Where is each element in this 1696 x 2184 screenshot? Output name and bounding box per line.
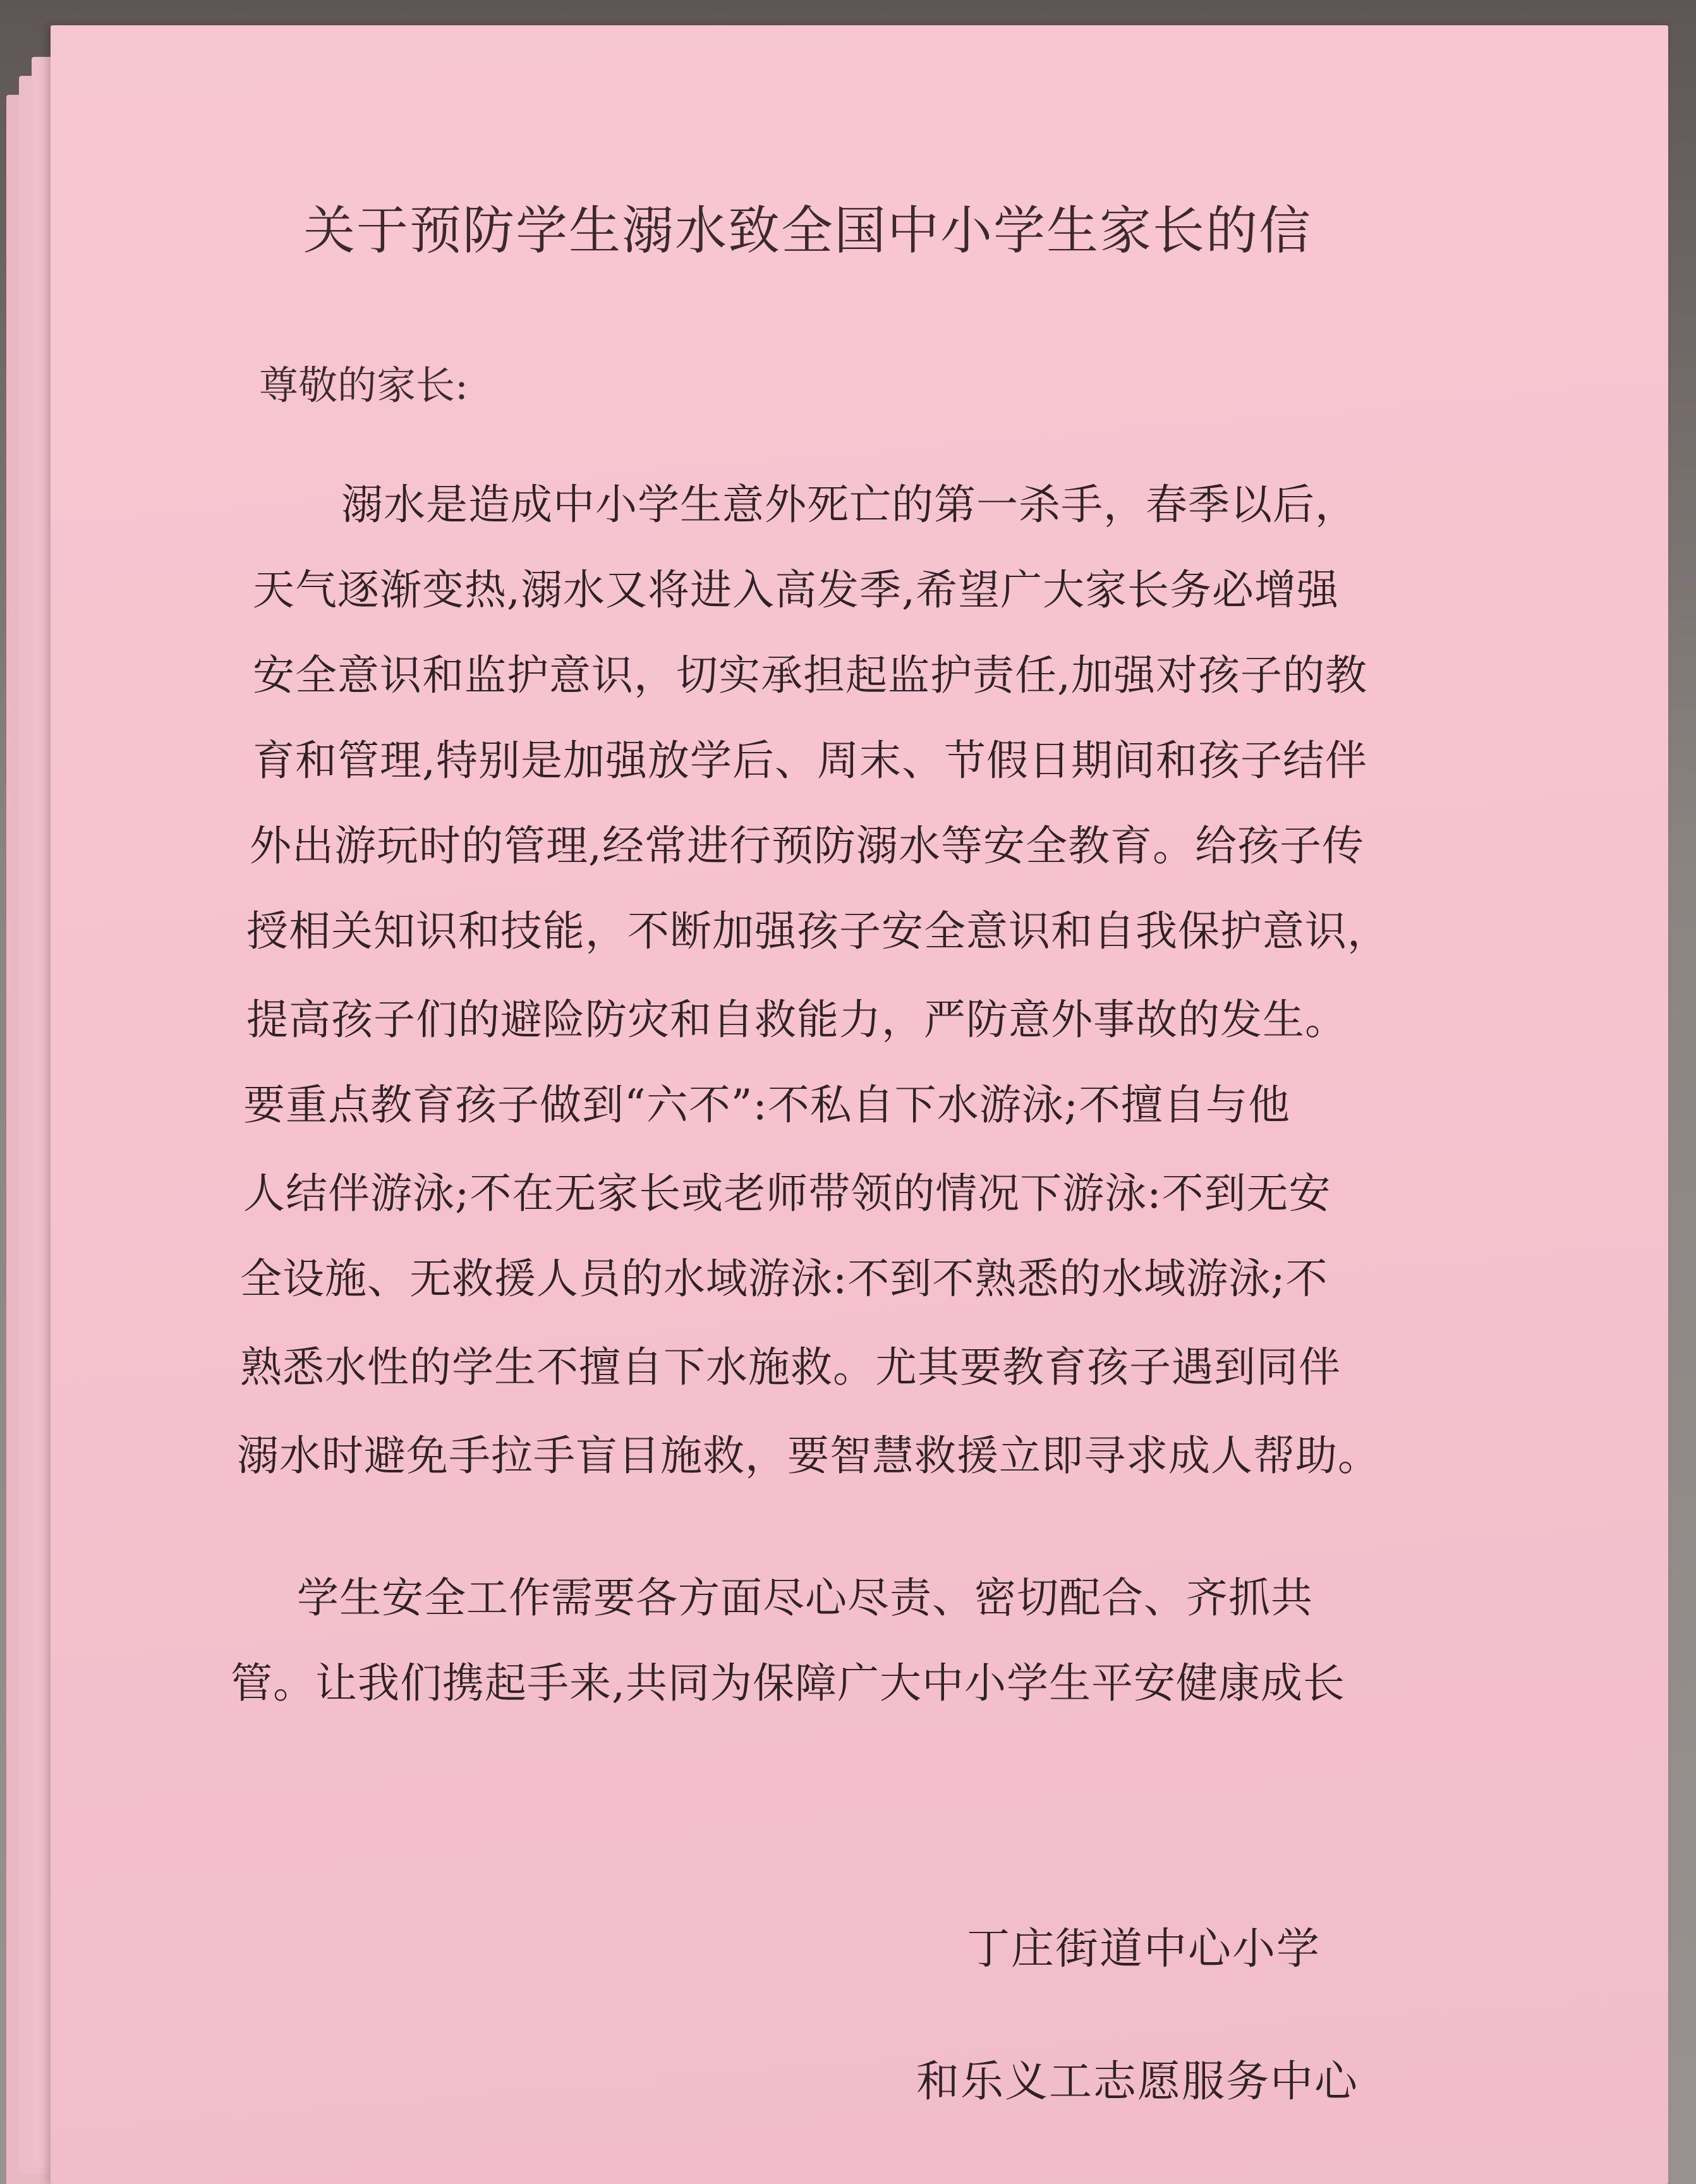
signature-school: 丁庄街道中心小学	[967, 1924, 1321, 1974]
paragraph-1-line: 天气逐渐变热,溺水又将进入高发季,希望广大家长务必增强	[253, 566, 1339, 614]
paragraph-2-line: 学生安全工作需要各方面尽心尽责、密切配合、齐抓共	[297, 1574, 1313, 1622]
paragraph-1-line: 溺水是造成中小学生意外死亡的第一杀手，春季以后，	[341, 480, 1357, 529]
paragraph-2-line: 管。让我们携起手来,共同为保障广大中小学生平安健康成长	[231, 1659, 1345, 1708]
letter-title: 关于预防学生溺水致全国中小学生家长的信	[303, 201, 1312, 261]
paragraph-1-line: 人结伴游泳;不在无家长或老师带领的情况下游泳:不到无安	[243, 1169, 1331, 1218]
paragraph-1-line: 安全意识和监护意识，切实承担起监护责任,加强对孩子的教	[253, 651, 1367, 700]
paragraph-1-line: 外出游玩时的管理,经常进行预防溺水等安全教育。给孩子传	[250, 822, 1364, 870]
paragraph-1-line: 育和管理,特别是加强放学后、周末、节假日期间和孩子结伴	[253, 736, 1367, 785]
paragraph-1-line: 熟悉水性的学生不擅自下水施救。尤其要教育孩子遇到同伴	[240, 1343, 1341, 1392]
paragraph-1-line: 授相关知识和技能，不断加强孩子安全意识和自我保护意识，	[246, 907, 1390, 956]
paragraph-1-line: 要重点教育孩子做到“六不”:不私自下水游泳;不擅自与他	[243, 1081, 1290, 1129]
letter-greeting: 尊敬的家长:	[259, 362, 468, 408]
paragraph-1-line: 溺水时避免手拉手盲目施救，要智慧救援立即寻求成人帮助。	[237, 1431, 1380, 1480]
paragraph-1-line: 提高孩子们的避险防灾和自救能力，严防意外事故的发生。	[246, 995, 1347, 1044]
paragraph-1-line: 全设施、无救援人员的水域游泳:不到不熟悉的水域游泳;不	[240, 1254, 1328, 1303]
signature-organization: 和乐义工志愿服务中心	[916, 2057, 1359, 2107]
